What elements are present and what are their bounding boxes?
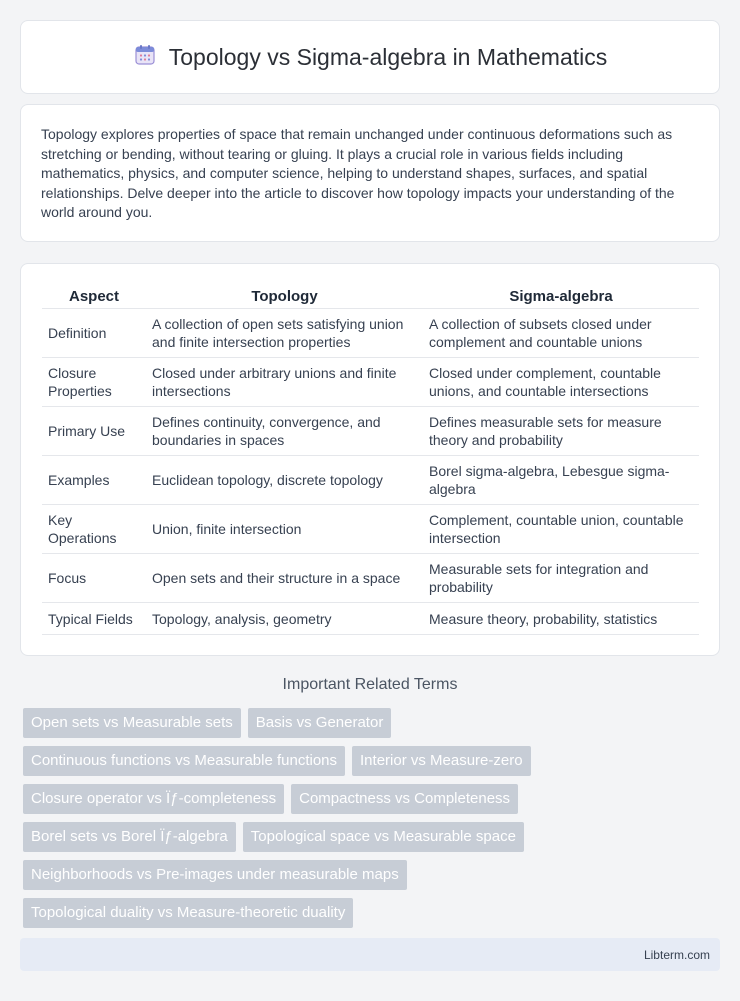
- footer-site-link[interactable]: Libterm.com: [643, 947, 710, 962]
- table-cell: A collection of open sets satisfying union and finite intersection properties: [146, 309, 423, 358]
- table-cell: Topology, analysis, geometry: [146, 603, 423, 635]
- tag-row: [23, 784, 723, 814]
- related-term-tag[interactable]: Topological duality vs Measure-theoretic duality: [23, 898, 353, 928]
- related-term-tag[interactable]: Interior vs Measure-zero: [352, 746, 531, 776]
- related-term-tag[interactable]: Open sets vs Measurable sets: [23, 708, 241, 738]
- calendar-icon: [133, 43, 157, 72]
- comparison-table: [42, 284, 699, 635]
- table-cell: Euclidean topology, discrete topology: [146, 456, 423, 505]
- header-sigma-algebra: Sigma-algebra: [423, 284, 699, 309]
- header-topology: Topology: [146, 284, 423, 309]
- related-term-tag[interactable]: Continuous functions vs Measurable functions: [23, 746, 345, 776]
- table-cell: Defines continuity, convergence, and boundaries in spaces: [146, 407, 423, 456]
- table-row: [42, 505, 699, 554]
- table-header-row: [42, 284, 699, 309]
- table-cell: Defines measurable sets for measure theory and probability: [423, 407, 699, 456]
- table-cell: A collection of subsets closed under complement and countable unions: [423, 309, 699, 358]
- related-term-tag[interactable]: Closure operator vs Ïƒ-completeness: [23, 784, 284, 814]
- related-term-tag[interactable]: Compactness vs Completeness: [291, 784, 518, 814]
- intro-card: [20, 104, 720, 242]
- table-cell: Definition: [42, 309, 146, 358]
- comparison-table-card: [20, 263, 720, 656]
- table-cell: Typical Fields: [42, 603, 146, 635]
- tag-row: [23, 822, 723, 852]
- related-terms-heading: Important Related Terms: [282, 676, 458, 693]
- table-cell: Closed under arbitrary unions and finite intersections: [146, 358, 423, 407]
- table-row: [42, 407, 699, 456]
- tag-row: [23, 746, 723, 776]
- table-cell: Measure theory, probability, statistics: [423, 603, 699, 635]
- page-title: Topology vs Sigma-algebra in Mathematics: [168, 43, 608, 70]
- table-cell: Primary Use: [42, 407, 146, 456]
- intro-text: Topology explores properties of space that remain unchanged under continuous deformations such as stretching or bending, without tearing or gluing. It plays a crucial role in various fields including mathematics, physics, and computer science, helping to understand shapes, surfaces, and spatial relationships. Delve deeper into the article to discover how topology impacts your understanding of the world around you.: [41, 126, 675, 221]
- table-cell: Measurable sets for integration and probability: [423, 554, 699, 603]
- table-cell: Key Operations: [42, 505, 146, 554]
- related-term-tag[interactable]: Borel sets vs Borel Ïƒ-algebra: [23, 822, 236, 852]
- table-cell: Closure Properties: [42, 358, 146, 407]
- table-row: [42, 554, 699, 603]
- table-cell: Complement, countable union, countable intersection: [423, 505, 699, 554]
- header-card: [20, 20, 720, 94]
- header-aspect: Aspect: [42, 284, 146, 309]
- related-term-tag[interactable]: Basis vs Generator: [248, 708, 392, 738]
- related-term-tag[interactable]: Topological space vs Measurable space: [243, 822, 524, 852]
- tag-row: [23, 898, 723, 928]
- related-terms-list: [23, 708, 723, 936]
- table-row: [42, 309, 699, 358]
- table-cell: Examples: [42, 456, 146, 505]
- table-cell: Closed under complement, countable unions, and countable intersections: [423, 358, 699, 407]
- table-row: [42, 603, 699, 635]
- related-term-tag[interactable]: Neighborhoods vs Pre-images under measurable maps: [23, 860, 407, 890]
- table-cell: Borel sigma-algebra, Lebesgue sigma-algebra: [423, 456, 699, 505]
- title-wrap: [133, 43, 607, 72]
- table-cell: Focus: [42, 554, 146, 603]
- table-cell: Open sets and their structure in a space: [146, 554, 423, 603]
- table-row: [42, 358, 699, 407]
- table-cell: Union, finite intersection: [146, 505, 423, 554]
- tag-row: [23, 708, 723, 738]
- table-row: [42, 456, 699, 505]
- tag-row: [23, 860, 723, 890]
- footer: [20, 938, 720, 971]
